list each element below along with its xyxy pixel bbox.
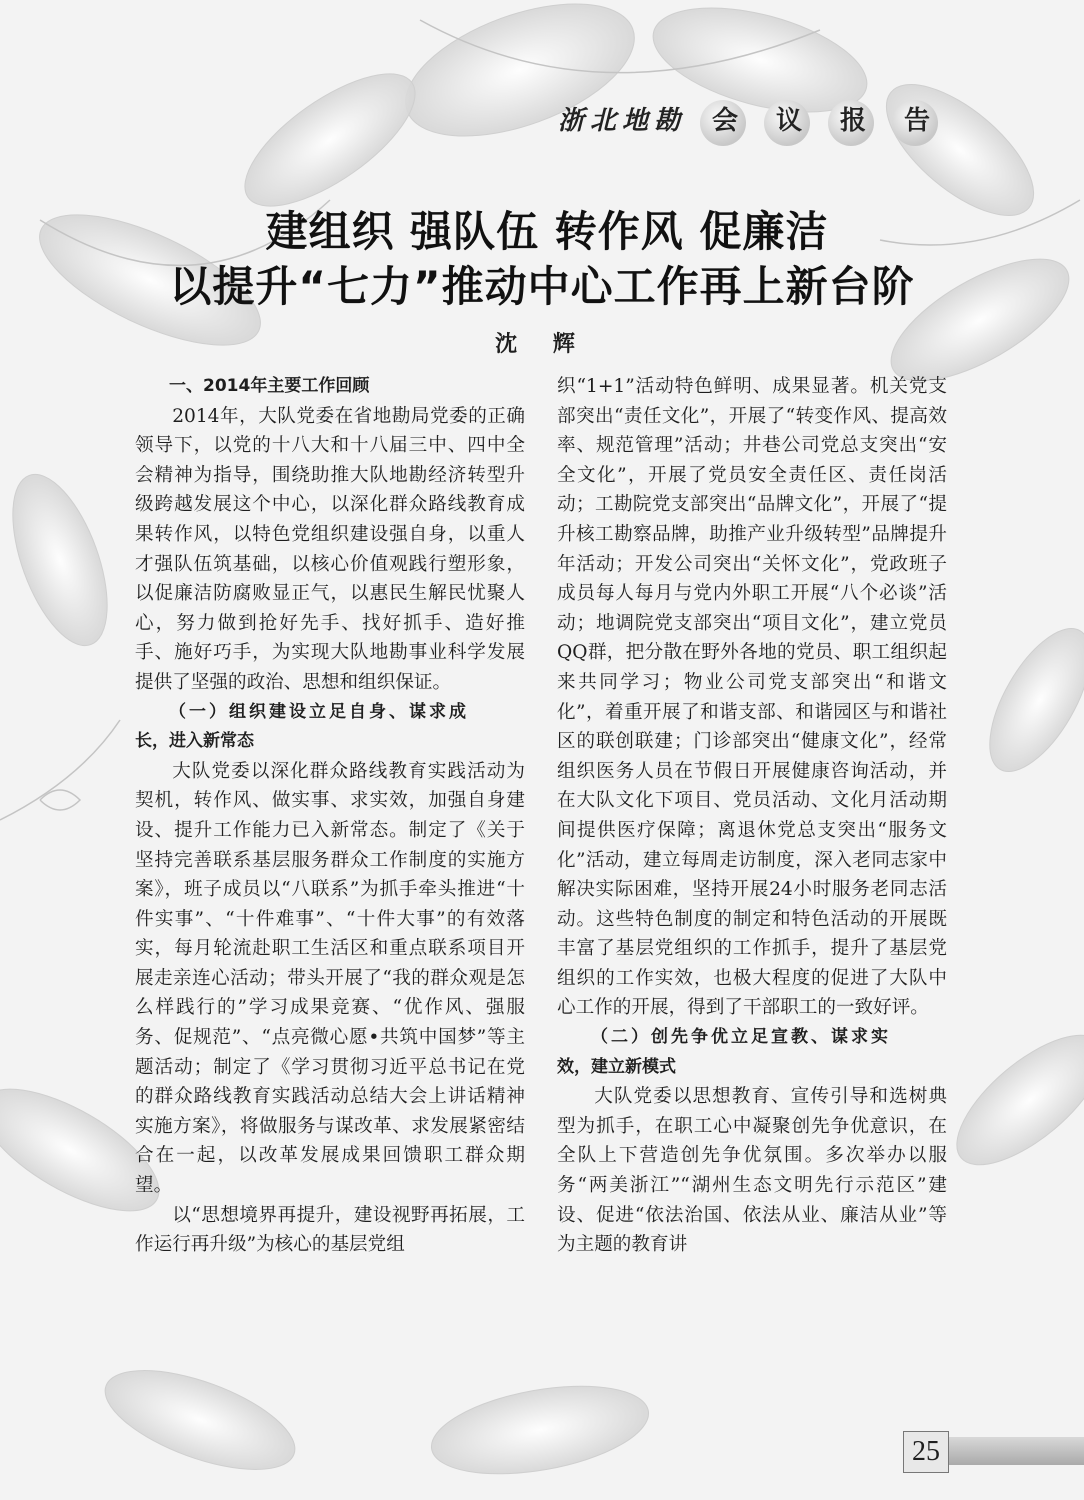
paragraph: 以“思想境界再提升，建设视野再拓展，工作运行再升级”为核心的基层党组 [135,1204,525,1256]
section-char: 报 [836,100,870,137]
section-heading [135,372,525,402]
section-char: 议 [772,100,806,137]
journal-name: 浙北地勘 [557,106,686,136]
paragraph: 大队党委以深化群众路线教育实践活动为契机，转作风、做实事、求实效，加强自身建设、提升工作能力已入新常态。制定了《关于坚持完善联系基层服务群众工作制度的实施方案》，班子成员以“八联系”为抓手牵头推进“十件实事”、“十件难事”、“十件大事”的有效落实，每月轮流赴职工生活区和重点联系项目开展走亲连心活动；带头开展了“我的群众观是怎么样践行的”学习成果竞赛、“优作风、强服务、促规范”、“点亮微心愿•共筑中国梦”等主题活动；制定了《学习贯彻习近平总书记在党的群众路线教育实践活动总结大会上讲话精神实施方案》，将做服务与谋改革、求发展紧密结合在一起，以改革发展成果回馈职工群众期望。 [135,760,525,1197]
left-column [135,372,525,1260]
article-title [0,205,1084,315]
title-line-2: 以提升“七力”推动中心工作再上新台阶 [169,262,915,311]
title-line-1: 建组织 强队伍 转作风 促廉洁 [265,207,829,256]
paragraph: 织“1+1”活动特色鲜明、成果显著。机关党支部突出“责任文化”，开展了“转变作风、提高效率、规范管理”活动；井巷公司党总支突出“安全文化”，开展了党员安全责任区、责任岗活动；工勘院党支部突出“品牌文化”，开展了“提升核工勘察品牌，助推产业升级转型”品牌提升年活动；开发公司突出“关怀文化”，党政班子成员每人每月与党内外职工开展“八个必谈”活动；地调院党支部突出“项目文化”，建立党员QQ群，把分散在野外各地的党员、职工组织起来共同学习；物业公司党支部突出“和谐文化”，着重开展了和谐支部、和谐园区与和谐社区的联创联建；门诊部突出“健康文化”，经常组织医务人员在节假日开展健康咨询活动，并在大队文化下项目、党员活动、文化月活动期间提供医疗保障；离退休党总支突出“服务文化”活动，建立每周走访制度，深入老同志家中解决实际困难，坚持开展24小时服务老同志活动。这些特色制度的制定和特色活动的开展既丰富了基层党组织的工作抓手，提升了基层党组织的工作实效，也极大程度的促进了大队中心工作的开展，得到了干部职工的一致好评。 [557,376,947,1019]
section-char: 告 [900,100,934,137]
section-char: 会 [708,100,742,137]
section-name [708,100,934,137]
subsection-heading-tail: 效，建立新模式 [557,1056,676,1077]
right-column [557,372,947,1260]
paragraph: 2014年，大队党委在省地勘局党委的正确领导下，以党的十八大和十八届三中、四中全会精神为指导，围绕助推大队地勘经济转型升级跨越发展这个中心，以深化群众路线教育成果转作风，以特色党组织建设强自身，以重人才强队伍筑基础，以核心价值观践行塑形象，以促廉洁防腐败显正气，以惠民生解民忧聚人心，努力做到抢好先手、找好抓手、造好推手、施好巧手，为实现大队地勘事业科学发展提供了坚强的政治、思想和组织保证。 [135,405,525,693]
subsection-heading-tail: 长，进入新常态 [135,731,254,752]
running-header [558,100,934,137]
subsection-heading-main: （二）创先争优立足宣教、谋求实 [591,1027,891,1048]
page-number: 25 [903,1431,949,1473]
section-heading-text: 一、2014年主要工作回顾 [169,376,370,396]
page-number-tab [948,1437,1084,1465]
subsection-heading [135,698,525,757]
paragraph: 大队党委以思想教育、宣传引导和选树典型为抓手，在职工心中凝聚创先争优意识，在全队上下营造创先争优氛围。多次举办以服务“两美浙江”“湖州生态文明先行示范区”建设、促进“依法治国、依法从业、廉洁从业”等为主题的教育讲 [557,1086,947,1256]
subsection-heading-main: （一）组织建设立足自身、谋求成 [169,701,469,722]
author-name: 沈 辉 [495,332,589,357]
subsection-heading [557,1023,947,1082]
